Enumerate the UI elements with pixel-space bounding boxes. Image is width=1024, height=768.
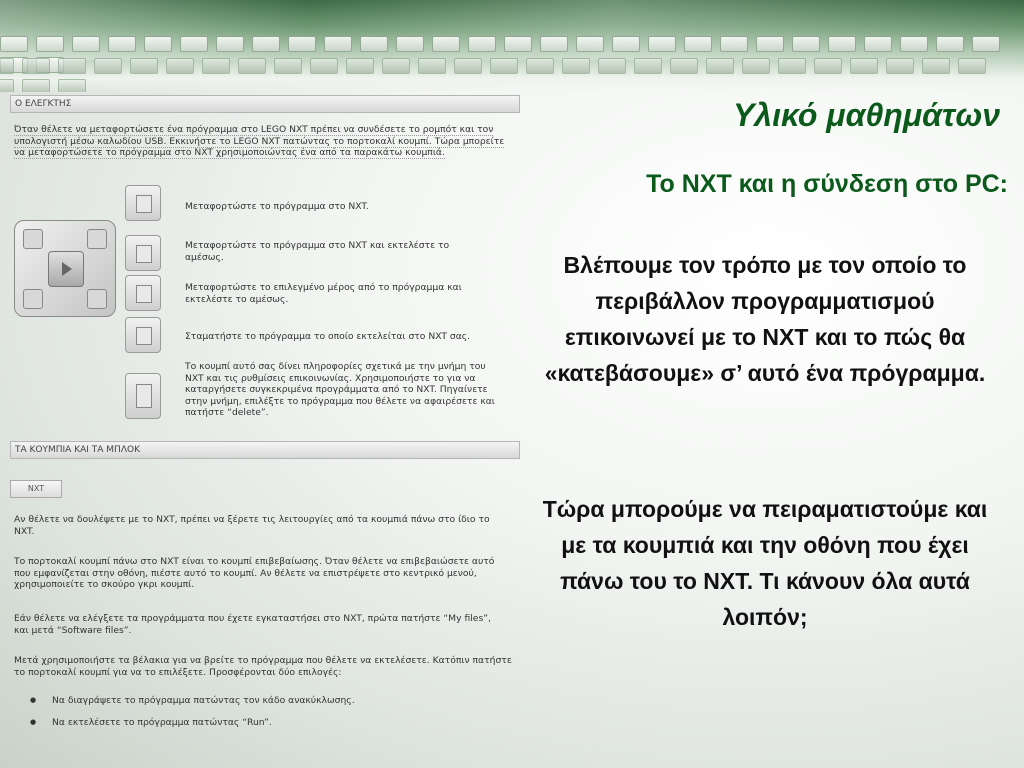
doc-paragraph-4: Μετά χρησιμοποιήστε τα βέλακια για να βρείτε το πρόγραμμα που θέλετε να εκτελέσετε. Κατόπιν πατήστε το πορτοκαλί κουμπί για να το επιλέξετε. Προσφέρονται δύο επιλογές: xyxy=(14,655,512,678)
slide-paragraph-1: Βλέπουμε τον τρόπο με τον οποίο το περιβάλλον προγραμματισμού επικοινωνεί με το NXT και το πώς θα «κατεβάσουμε» σ’ αυτό ένα πρόγραμμα. xyxy=(544,252,986,386)
pad-corner-icon xyxy=(87,289,107,309)
nxt-tab-image: NXT xyxy=(10,480,62,498)
pad-corner-icon xyxy=(87,229,107,249)
pad-center-play-icon xyxy=(48,251,84,287)
slide-title: Υλικό μαθημάτων xyxy=(732,97,1000,133)
download-run-button-icon xyxy=(125,235,161,271)
button-desc-stop: Σταματήστε το πρόγραμμα το οποίο εκτελείται στο NXT σας. xyxy=(185,331,471,342)
stop-button-icon xyxy=(125,317,161,353)
tile-row-2 xyxy=(0,58,1010,76)
slide-paragraph-2: Τώρα μπορούμε να πειραματιστούμε και με τα κουμπιά και την οθόνη που έχει πάνω του το NXT. Τι κάνουν όλα αυτά λοιπόν; xyxy=(542,496,988,630)
doc-bullet-list xyxy=(30,695,510,739)
nxt-window-button-icon xyxy=(125,373,161,419)
tile-row-1 xyxy=(0,36,1024,54)
section-header-controller: Ο ΕΛΕΓΚΤΗΣ xyxy=(10,95,520,113)
embedded-help-document xyxy=(10,95,522,765)
doc-paragraph-2: Το πορτοκαλί κουμπί πάνω στο NXT είναι το κουμπί επιβεβαίωσης. Όταν θέλετε να επιβεβαιώσετε αυτό που εμφανίζεται στην οθόνη, πιέστε αυτό το κουμπί. Αν θέλετε να επιστρέψετε στο κεντρικό μενού, χρησιμοποιείτε το σκούρο γκρι κουμπί. xyxy=(14,556,495,590)
button-desc-download: Μεταφορτώστε το πρόγραμμα στο NXT. xyxy=(185,201,369,212)
doc-paragraph-1: Αν θέλετε να δουλέψετε με το NXT, πρέπει να ξέρετε τις λειτουργίες από τα κουμπιά πάνω στο ίδιο το NXT. xyxy=(14,514,490,537)
slide-subtitle: Το NXT και η σύνδεση στο PC: xyxy=(646,170,1008,198)
download-selection-button-icon xyxy=(125,275,161,311)
intro-paragraph: Όταν θέλετε να μεταφορτώσετε ένα πρόγραμμα στο LEGO NXT πρέπει να συνδέσετε το ρομπότ και τον υπολογιστή μέσω καλωδίου USB. Εκκινήστε το LEGO NXT πατώντας το πορτοκαλί κουμπί. Τώρα μπορείτε να μεταφορτώσετε το πρόγραμμα στο NXT χρησιμοποιώντας ένα από τα παρακάτω κουμπιά. xyxy=(14,124,505,158)
pad-corner-icon xyxy=(23,229,43,249)
nxt-controller-pad-image xyxy=(14,220,116,317)
list-item: ● Να εκτελέσετε το πρόγραμμα πατώντας “Run”. xyxy=(30,717,510,728)
header-decoration xyxy=(0,0,1024,92)
pad-corner-icon xyxy=(23,289,43,309)
list-item: ● Να διαγράψετε το πρόγραμμα πατώντας τον κάδο ανακύκλωσης. xyxy=(30,695,510,706)
button-desc-download-selection: Μεταφορτώστε το επιλεγμένο μέρος από το πρόγραμμα και εκτελέστε το αμέσως. xyxy=(185,282,462,305)
button-desc-download-run: Μεταφορτώστε το πρόγραμμα στο NXT και εκτελέστε το αμέσως. xyxy=(185,240,450,263)
download-button-icon xyxy=(125,185,161,221)
doc-paragraph-3: Εάν θέλετε να ελέγξετε τα προγράμματα που έχετε εγκαταστήσει στο NXT, πρώτα πατήστε “My files”, και μετά “Software files”. xyxy=(14,613,491,636)
section-header-buttons-blocks: ΤΑ ΚΟΥΜΠΙΑ ΚΑΙ ΤΑ ΜΠΛΟΚ xyxy=(10,441,520,459)
button-desc-nxt-window: Το κουμπί αυτό σας δίνει πληροφορίες σχετικά με την μνήμη του NXT και τις ρυθμίσεις επικοινωνίας. Χρησιμοποιήστε το για να καταργήσετε συγκεκριμένα προγράμματα από το NXT. Πηγαίνετε στην μνήμη, επιλέξτε το πρόγραμμα που θέλετε να αφαιρέσετε και πατήστε “delete”. xyxy=(185,361,495,418)
